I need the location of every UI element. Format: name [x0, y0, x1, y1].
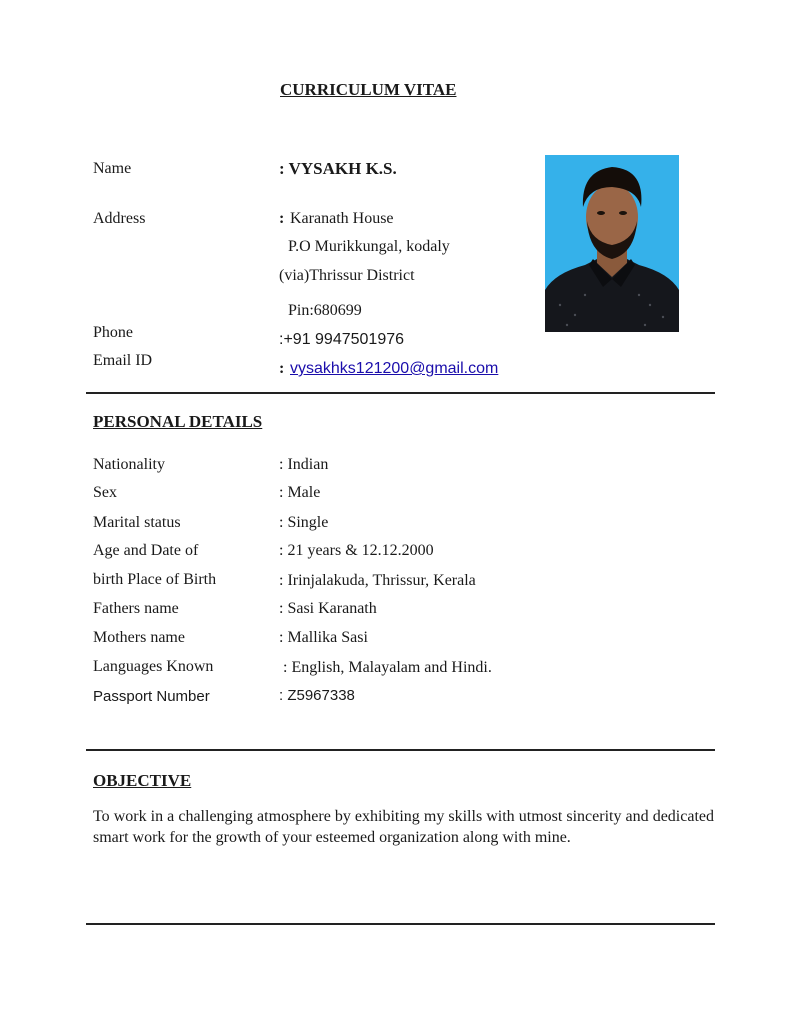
detail-value: : Sasi Karanath: [279, 600, 377, 617]
detail-label: Nationality: [93, 456, 165, 473]
divider-1: [86, 392, 715, 394]
divider-2: [86, 749, 715, 751]
email-label: Email ID: [93, 352, 153, 369]
personal-details-heading: PERSONAL DETAILS: [93, 412, 263, 431]
address-line-2: P.O Murikkungal, kodaly: [288, 238, 450, 255]
objective-text: To work in a challenging atmosphere by exhibiting my skills with utmost sincerity and dedicated smart work for the growth of your esteemed organization along with mine.: [93, 808, 714, 846]
detail-value: : Single: [279, 514, 329, 531]
detail-label: Passport Number: [93, 688, 210, 705]
detail-value: : English, Malayalam and Hindi.: [279, 659, 492, 676]
address-pin: Pin:680699: [288, 302, 362, 319]
divider-3: [86, 923, 715, 925]
name-value: : VYSAKH K.S.: [279, 159, 397, 178]
detail-value: : 21 years & 12.12.2000: [279, 542, 434, 559]
detail-label: Marital status: [93, 514, 181, 531]
email-link[interactable]: vysakhks121200@gmail.com: [290, 360, 499, 377]
profile-photo: [545, 155, 679, 332]
detail-label: Age and Date of: [93, 542, 199, 559]
detail-label: Fathers name: [93, 600, 179, 617]
name-label: Name: [93, 160, 132, 177]
detail-value: : Irinjalakuda, Thrissur, Kerala: [279, 572, 476, 589]
phone-value: :+91 9947501976: [279, 331, 405, 348]
portrait-image: [545, 155, 679, 332]
phone-label: Phone: [93, 324, 133, 341]
address-line-1: Karanath House: [290, 210, 394, 227]
detail-value: : Male: [279, 484, 321, 501]
detail-label: Languages Known: [93, 658, 214, 675]
detail-label: birth Place of Birth: [93, 571, 217, 588]
detail-value: : Mallika Sasi: [279, 629, 368, 646]
detail-label: Mothers name: [93, 629, 185, 646]
page-title: CURRICULUM VITAE: [280, 80, 457, 99]
address-line-3: (via)Thrissur District: [279, 267, 415, 284]
address-label: Address: [93, 210, 146, 227]
email-colon: :: [279, 360, 285, 377]
detail-label: Sex: [93, 484, 117, 501]
detail-value: : Z5967338: [279, 687, 355, 704]
objective-heading: OBJECTIVE: [93, 771, 192, 790]
detail-value: : Indian: [279, 456, 329, 473]
address-colon: :: [279, 210, 285, 227]
